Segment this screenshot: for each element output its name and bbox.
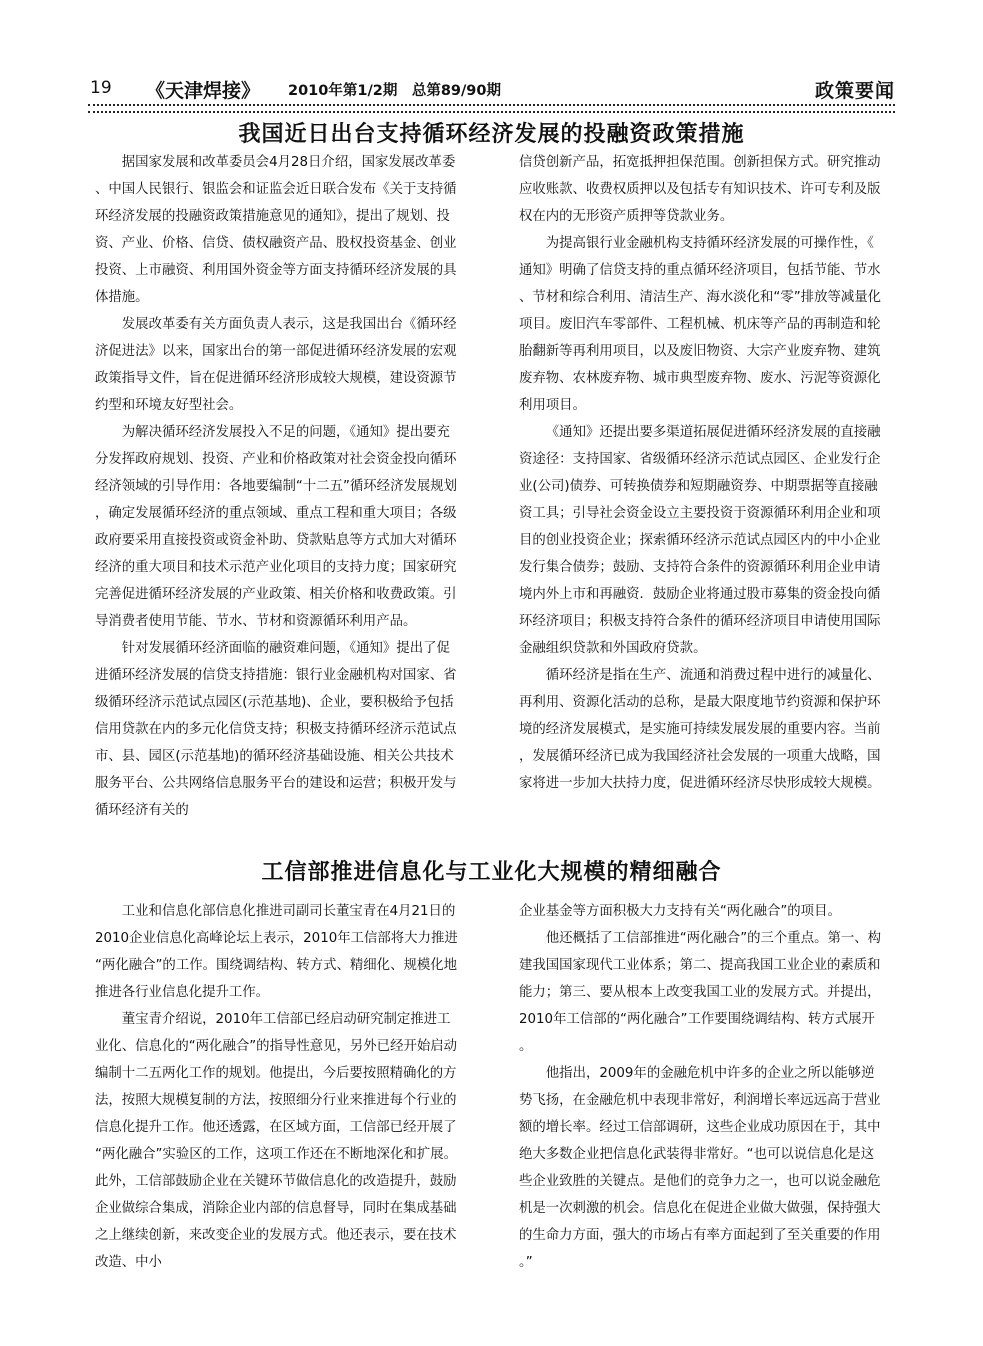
article2-title: 工信部推进信息化与工业化大规模的精细融合 bbox=[261, 860, 722, 885]
section-name: 政策要闻 bbox=[814, 80, 895, 102]
article1-left-column bbox=[95, 149, 462, 824]
page-header bbox=[88, 74, 895, 104]
article1-title: 我国近日出台支持循环经济发展的投融资政策措施 bbox=[238, 122, 745, 147]
paragraph: 董宝青介绍说，2010年工信部已经启动研究制定推进工 业化、信息化的“两化融合”的指导性意见，另外已经开始启动 编制十二五两化工作的规划。他提出，今后要按照精确化的方 法，按照大规模复制的方法，按照细分行业来推进每个行业的 信息化提升工作。他还透露，在区域方面，工信部已经开展了 “两化融合”实验区的工作，这项工作还在不断地深化和扩展。 此外，工信部鼓励企业在关键环节做信息化的改造提升，鼓励 企业做综合集成，消除企业内部的信息督导，同时在集成基础 之上继续创新，来改变企业的发展方式。他还表示，要在技术 改造、中小 bbox=[95, 1012, 458, 1270]
paragraph: 他指出，2009年的金融危机中许多的企业之所以能够逆 势飞扬，在金融危机中表现非常好，利润增长率远远高于营业 额的增长率。经过工信部调研，这些企业成功原因在于，其中 绝大多数企业把信息化武装得非常好。“也可以说信息化是这 些企业致胜的关键点。是他们的竞争力之一，也可以说金融危 机是一次刺激的机会。信息化在促进企业做大做强，保持强大 的生命力方面，强大的市场占有率方面起到了至关重要的作用 。” bbox=[519, 1066, 881, 1270]
article1-right-column bbox=[519, 149, 886, 797]
paragraph: 据国家发展和改革委员会4月28日介绍，国家发展改革委 、中国人民银行、银监会和证监会近日联合发布《关于支持循 环经济发展的投融资政策措施意见的通知》，提出了规划、投 资、产业、价格、信贷、债权融资产品、股权投资基金、创业 投资、上市融资、利用国外资金等方面支持循环经济发展的具 体措施。 bbox=[95, 155, 457, 305]
paragraph: 信贷创新产品，拓宽抵押担保范围。创新担保方式。研究推动 应收账款、收费权质押以及包括专有知识技术、许可专利及版 权在内的无形资产质押等贷款业务。 bbox=[519, 155, 881, 224]
header-dotted-rule bbox=[88, 104, 895, 113]
paragraph: 工业和信息化部信息化推进司副司长董宝青在4月21日的 2010企业信息化高峰论坛上表示，2010年工信部将大力推进 “两化融合”的工作。围绕调结构、转方式、精细化、规模化地 推进各行业信息化提升工作。 bbox=[95, 904, 458, 1000]
paragraph: 为提高银行业金融机构支持循环经济发展的可操作性，《 通知》明确了信贷支持的重点循环经济项目，包括节能、节水 、节材和综合利用、清洁生产、海水淡化和“零”排放等减量化 项目。废旧汽车零部件、工程机械、机床等产品的再制造和轮 胎翻新等再利用项目，以及废旧物资、大宗产业废弃物、建筑 废弃物、农林废弃物、城市典型废弃物、废水、污泥等资源化 利用项目。 bbox=[519, 236, 882, 413]
paragraph: 为解决循环经济发展投入不足的问题，《通知》提出要充 分发挥政府规划、投资、产业和价格政策对社会资金投向循环 经济领域的引导作用：各地要编制“十二五”循环经济发展规划 ，确定发展循环经济的重点领域、重点工程和重大项目；各级 政府要采用直接投资或资金补助、贷款贴息等方式加大对循环 经济的重大项目和技术示范产业化项目的支持力度；国家研究 完善促进循环经济发展的产业政策、相关价格和收费政策。引 导消费者使用节能、节水、节材和资源循环利用产品。 bbox=[95, 425, 458, 629]
article2-left-column bbox=[95, 898, 462, 1276]
paragraph: 循环经济是指在生产、流通和消费过程中进行的减量化、 再利用、资源化活动的总称，是最大限度地节约资源和保护环 境的经济发展模式，是实施可持续发展发展的重要内容。当前 ，发展循环经济已成为我国经济社会发展的一项重大战略，国 家将进一步加大扶持力度，促进循环经济尽快形成较大规模。 bbox=[519, 668, 881, 791]
paragraph: 他还概括了工信部推进“两化融合”的三个重点。第一、构 建我国国家现代工业体系；第二、提高我国工业企业的素质和 能力；第三、要从根本上改变我国工业的发展方式。并提出， 2010年工信部的“两化融合”工作要围绕调结构、转方式展开 。 bbox=[519, 931, 882, 1054]
article2-right-column bbox=[519, 898, 886, 1276]
page-number: 19 bbox=[90, 78, 112, 98]
paragraph: 《通知》还提出要多渠道拓展促进循环经济发展的直接融 资途径：支持国家、省级循环经济示范试点园区、企业发行企 业(公司)债券、可转换债券和短期融资券、中期票据等直接融 资工具；引导社会资金设立主要投资于资源循环利用企业和项 目的创业投资企业；探索循环经济示范试点园区内的中小企业 发行集合债券；鼓励、支持符合条件的资源循环利用企业申请 境内外上市和再融资．鼓励企业将通过股市募集的资金投向循 环经济项目；积极支持符合条件的循环经济项目申请使用国际 金融组织贷款和外国政府贷款。 bbox=[519, 425, 881, 656]
paragraph: 企业基金等方面积极大力支持有关“两化融合”的项目。 bbox=[519, 904, 841, 919]
issue-info: 2010年第1/2期 总第89/90期 bbox=[288, 83, 501, 99]
journal-title: 《天津焊接》 bbox=[146, 80, 261, 102]
paragraph: 针对发展循环经济面临的融资难问题，《通知》提出了促 进循环经济发展的信贷支持措施：银行业金融机构对国家、省 级循环经济示范试点园区(示范基地)、企业，要积极给予包括 信用贷款在内的多元化信贷支持；积极支持循环经济示范试点 市、县、园区(示范基地)的循环经济基础设施、相关公共技术 服务平台、公共网络信息服务平台的建设和运营；积极开发与 循环经济有关的 bbox=[95, 641, 457, 818]
paragraph: 发展改革委有关方面负责人表示，这是我国出台《循环经 济促进法》以来，国家出台的第一部促进循环经济发展的宏观 政策指导文件，旨在促进循环经济形成较大规模，建设资源节 约型和环境友好型社会。 bbox=[95, 317, 457, 413]
